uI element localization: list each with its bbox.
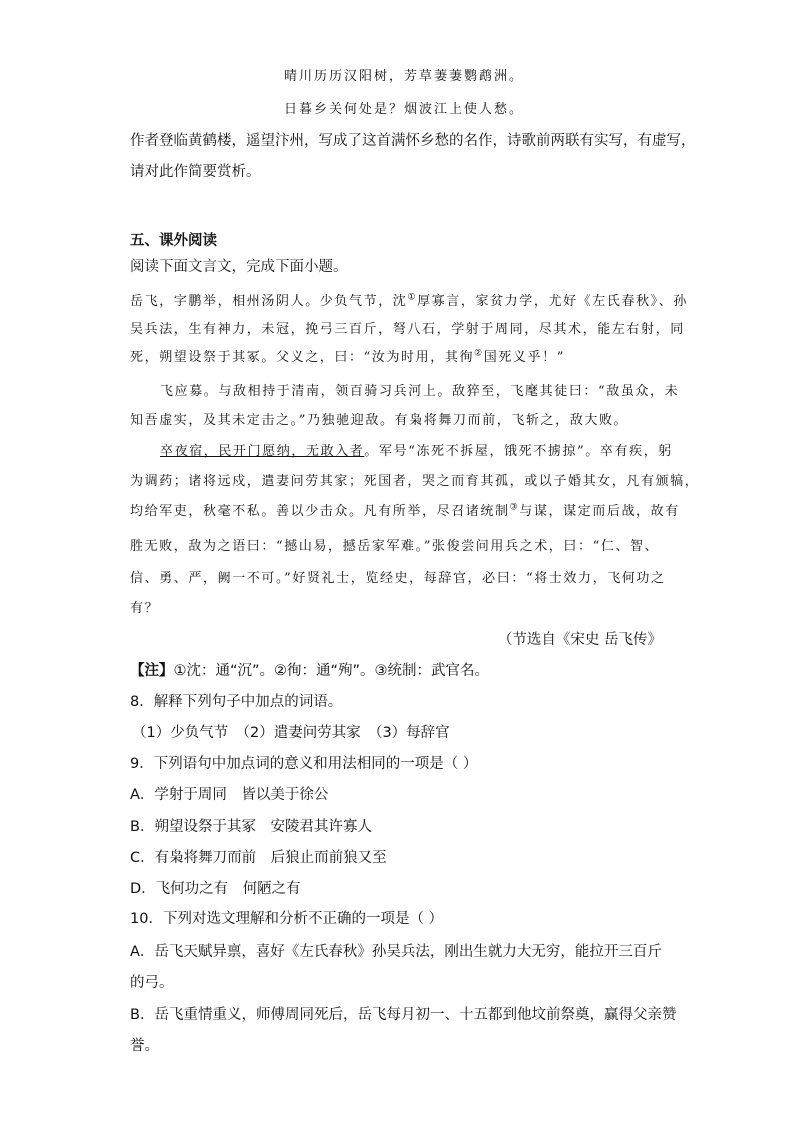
passage-p1-line-1: 岳飞，字鹏举，相州汤阴人。少负气节，沈①厚寡言，家贫力学，尤好《左氏春秋》、孙 [130,292,688,309]
poem-line-1: 晴川历历汉阳树，芳草萋萋鹦鹉洲。 [284,69,525,84]
poem-question-line-2: 请对此作简要赏析。 [130,164,261,180]
q9-option-d: D．飞何功之有 何陋之有 [130,881,301,897]
q8-items: （1）少负气节 （2）遣妻问劳其家 （3）每辞官 [132,725,450,741]
passage-p2-line-1: 飞应募。与敌相持于清南，领百骑习兵河上。敌猝至，飞麾其徒曰：“敌虽众，未 [160,384,680,399]
passage-p2-line-2: 知吾虚实，及其未定击之。”乃独驰迎敌。有枭将舞刀而前，飞斩之，敌大败。 [130,413,629,428]
passage-p3-line-1: 卒夜宿，民开门愿纳，无敢入者。军号“冻死不拆屋，饿死不掳掠”。卒有疾，躬 [160,444,673,459]
q8-stem: 8．解释下列句子中加点的词语。 [130,694,343,710]
passage-p3-line-6: 有？ [130,601,160,616]
footnote-marker-1: ① [407,292,418,303]
footnote-marker-2: ② [474,348,484,359]
q9-option-a: A．学射于周同 皆以美于徐公 [130,787,329,803]
poem-line-2: 日暮乡关何处是？烟波江上使人愁。 [284,102,525,117]
section-intro: 阅读下面文言文，完成下面小题。 [130,259,348,275]
passage-source: （节选自《宋史 岳飞传》 [497,632,662,648]
q10-option-b-line-2: 誉。 [130,1038,159,1054]
passage-p3-line-4: 胜无败，敌为之语曰：“撼山易，撼岳家军难。”张俊尝问用兵之术，曰：“仁、智、 [130,539,660,554]
passage-p3-line-2: 为调药；诸将远戍，遣妻问劳其家；死国者，哭之而育其孤，或以子婚其女，凡有颁犒， [130,474,700,489]
passage-p3-line-5: 信、勇、严，阙一不可。”好贤礼士，览经史，每辞官，必曰：“将士效力，飞何功之 [130,571,666,586]
q10-option-a-line-2: 的弓。 [130,975,174,991]
passage-p1-line-3: 死，朔望设祭于其冢。父义之，曰：“汝为时用，其徇②国死义乎！” [130,348,565,365]
section-heading: 五、课外阅读 [130,233,217,249]
q10-stem: 10．下列对选文理解和分析不正确的一项是（ ） [130,911,444,927]
q10-option-b-line-1: B．岳飞重情重义，师傅周同死后，岳飞每月初一、十五都到他坟前祭奠，赢得父亲赞 [130,1007,677,1023]
footnote-marker-3: ③ [509,502,520,513]
underlined-sentence: 卒夜宿，民开门愿纳，无敢入者 [160,444,365,459]
passage-p1-line-2: 吴兵法，生有神力，未冠，挽弓三百斤，弩八石，学射于周同，尽其术，能左右射，同 [130,322,685,337]
passage-p3-line-3: 均给军吏，秋毫不私。善以少击众。凡有所举，尽召诸统制③与谋，谋定而后战，故有 [130,502,680,519]
poem-question-line-1: 作者登临黄鹤楼，遥望汴州，写成了这首满怀乡愁的名作，诗歌前两联有实写，有虚写， [130,133,696,149]
q9-stem: 9．下列语句中加点词的意义和用法相同的一项是（ ） [130,756,478,772]
q9-option-c: C．有枭将舞刀而前 后狼止而前狼又至 [130,850,387,866]
footnote: 【注】①沈：通“沉”。②徇：通“殉”。③统制：武官名。 [130,663,490,679]
q9-option-b: B．朔望设祭于其冢 安陵君其许寡人 [130,819,372,835]
q10-option-a-line-1: A．岳飞天赋异禀，喜好《左氏春秋》孙吴兵法，刚出生就力大无穷，能拉开三百斤 [130,944,662,960]
